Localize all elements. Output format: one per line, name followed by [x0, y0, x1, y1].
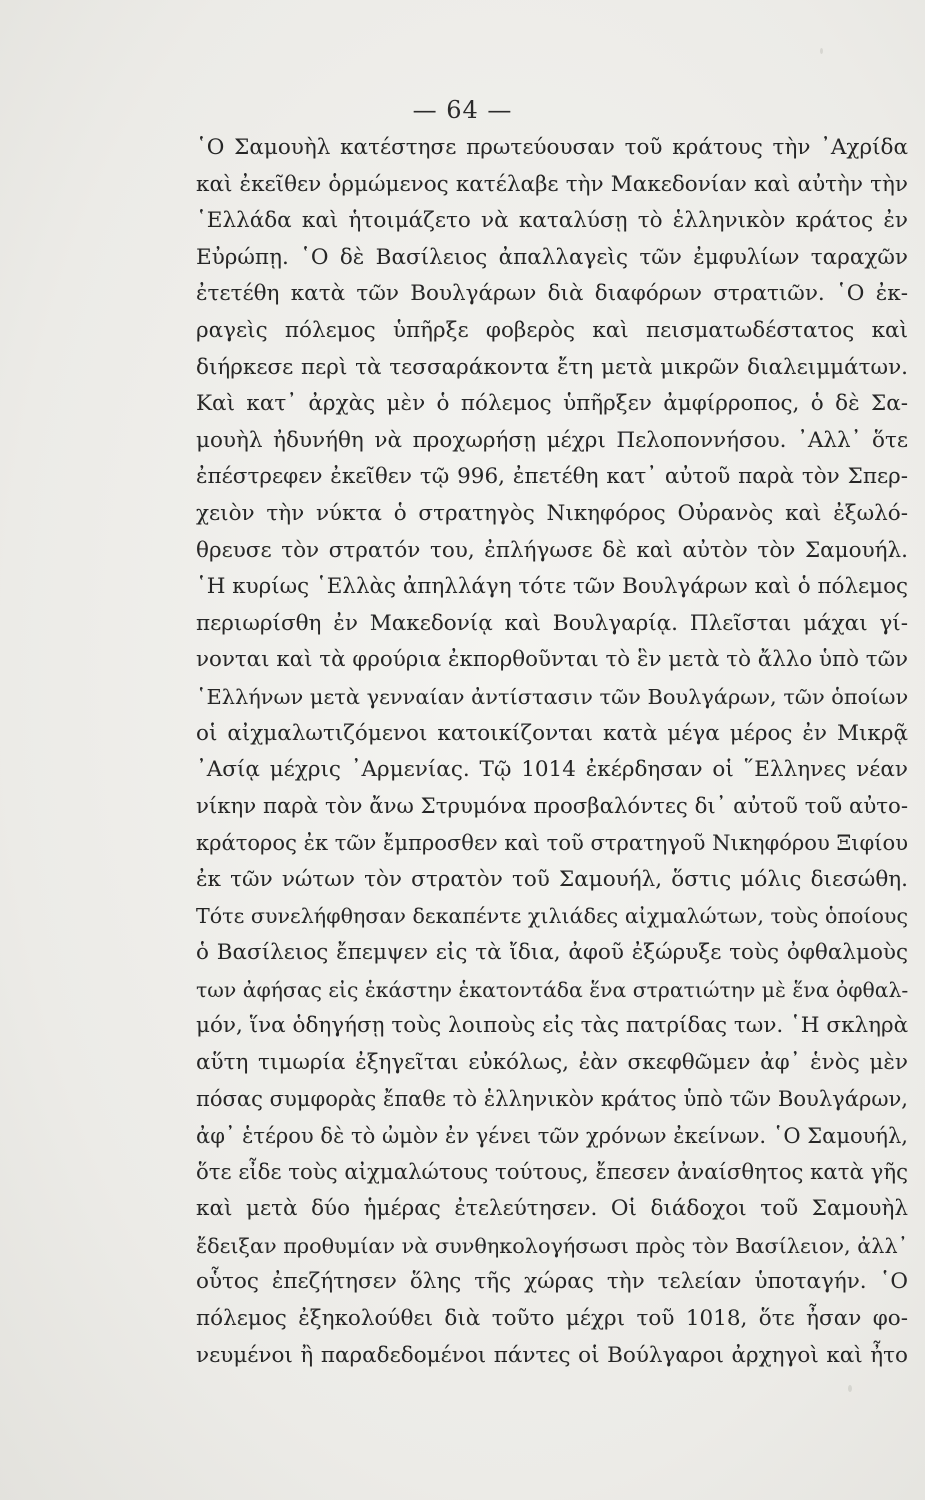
text-line: αὕτη τιμωρία ἐξηγεῖται εὐκόλως, ἐὰν σκεφθῶμεν ἀφ᾿ ἑνὸς μὲν — [196, 1049, 908, 1075]
text-line: χειὸν τὴν νύκτα ὁ στρατηγὸς Νικηφόρος Οὐρανὸς καὶ ἐξωλό- — [196, 500, 908, 526]
text-line: διήρκεσε περὶ τὰ τεσσαράκοντα ἔτη μετὰ μικρῶν διαλειμμάτων. — [196, 354, 908, 380]
text-line: των ἀφήσας εἰς ἑκάστην ἑκατοντάδα ἕνα στρατιώτην μὲ ἕνα ὀφθαλ- — [196, 977, 909, 1002]
text-line: πόσας συμφορὰς ἔπαθε τὸ ἑλληνικὸν κράτος ὑπὸ τῶν Βουλγάρων, — [196, 1086, 908, 1112]
text-line: νονται καὶ τὰ φρούρια ἐκπορθοῦνται τὸ ἓν μετὰ τὸ ἄλλο ὑπὸ τῶν — [196, 647, 908, 673]
text-line: καὶ ἐκεῖθεν ὁρμώμενος κατέλαβε τὴν Μακεδονίαν καὶ αὐτὴν τὴν — [196, 171, 908, 197]
page-speck — [820, 48, 823, 54]
text-line: ὅτε εἶδε τοὺς αἰχμαλώτους τούτους, ἔπεσεν ἀναίσθητος κατὰ γῆς — [196, 1159, 908, 1185]
text-line: ἀφ᾿ ἑτέρου δὲ τὸ ὠμὸν ἐν γένει τῶν χρόνων ἐκείνων. ῾Ο Σαμουήλ, — [196, 1123, 908, 1149]
text-line: περιωρίσθη ἐν Μακεδονίᾳ καὶ Βουλγαρίᾳ. Πλεῖσται μάχαι γί- — [196, 610, 908, 636]
text-line: ὁ Βασίλειος ἔπεμψεν εἰς τὰ ἴδια, ἀφοῦ ἐξώρυξε τοὺς ὀφθαλμοὺς — [196, 940, 908, 966]
page-number: — 64 — — [412, 96, 513, 124]
page-speck — [848, 1385, 852, 1392]
text-line: Καὶ κατ᾿ ἀρχὰς μὲν ὁ πόλεμος ὑπῆρξεν ἀμφίρροπος, ὁ δὲ Σα- — [196, 391, 908, 417]
text-line: ῾Ο Σαμουὴλ κατέστησε πρωτεύουσαν τοῦ κράτους τὴν ᾿Αχρίδα — [196, 135, 908, 160]
text-line: νίκην παρὰ τὸν ἄνω Στρυμόνα προσβαλόντες δι᾿ αὐτοῦ τοῦ αὐτο- — [196, 793, 908, 819]
text-line: Εὐρώπῃ. ῾Ο δὲ Βασίλειος ἀπαλλαγεὶς τῶν ἐμφυλίων ταραχῶν — [196, 244, 908, 270]
text-line: οὗτος ἐπεζήτησεν ὅλης τῆς χώρας τὴν τελείαν ὑποταγήν. ῾Ο — [196, 1269, 908, 1295]
text-line: Τότε συνελήφθησαν δεκαπέντε χιλιάδες αἰχμαλώτων, τοὺς ὁποίους — [196, 904, 908, 929]
text-line: ἐτετέθη κατὰ τῶν Βουλγάρων διὰ διαφόρων στρατιῶν. ῾Ο ἐκ- — [196, 281, 908, 307]
text-line: ἐπέστρεφεν ἐκεῖθεν τῷ 996, ἐπετέθη κατ᾿ αὐτοῦ παρὰ τὸν Σπερ- — [196, 464, 908, 490]
text-line: ἔδειξαν προθυμίαν νὰ συνθηκολογήσωσι πρὸς τὸν Βασίλειον, ἀλλ᾿ — [196, 1233, 908, 1258]
text-line: νευμένοι ἢ παραδεδομένοι πάντες οἱ Βούλγαροι ἀρχηγοὶ καὶ ἦτο — [196, 1342, 908, 1368]
text-line: ᾿Ασίᾳ μέχρις ᾿Αρμενίας. Τῷ 1014 ἐκέρδησαν οἱ ῞Ελληνες νέαν — [196, 757, 908, 783]
text-line: μόν, ἵνα ὁδηγήσῃ τοὺς λοιποὺς εἰς τὰς πατρίδας των. ῾Η σκληρὰ — [196, 1013, 909, 1039]
text-line: ῾Ελλήνων μετὰ γενναίαν ἀντίστασιν τῶν Βουλγάρων, τῶν ὁποίων — [196, 684, 909, 709]
text-line: ἐκ τῶν νώτων τὸν στρατὸν τοῦ Σαμουήλ, ὅστις μόλις διεσώθη. — [196, 866, 908, 892]
text-line: ῾Η κυρίως ῾Ελλὰς ἀπηλλάγη τότε τῶν Βουλγάρων καὶ ὁ πόλεμος — [196, 574, 908, 600]
text-line: ραγεὶς πόλεμος ὑπῆρξε φοβερὸς καὶ πεισματωδέστατος καὶ — [196, 317, 908, 343]
text-line: καὶ μετὰ δύο ἡμέρας ἐτελεύτησεν. Οἱ διάδοχοι τοῦ Σαμουὴλ — [196, 1196, 908, 1222]
text-line: πόλεμος ἐξηκολούθει διὰ τοῦτο μέχρι τοῦ 1018, ὅτε ἦσαν φο- — [196, 1306, 908, 1331]
text-line: μουὴλ ἠδυνήθη νὰ προχωρήσῃ μέχρι Πελοποννήσου. ᾿Αλλ᾿ ὅτε — [196, 427, 908, 453]
text-line: οἱ αἰχμαλωτιζόμενοι κατοικίζονται κατὰ μέγα μέρος ἐν Μικρᾷ — [196, 720, 908, 746]
body-text — [196, 130, 908, 1374]
text-line: κράτορος ἐκ τῶν ἔμπροσθεν καὶ τοῦ στρατηγοῦ Νικηφόρου Ξιφίου — [196, 830, 908, 856]
text-line: θρευσε τὸν στρατόν του, ἐπλήγωσε δὲ καὶ αὐτὸν τὸν Σαμουήλ. — [196, 537, 908, 563]
text-line: ῾Ελλάδα καὶ ἡτοιμάζετο νὰ καταλύσῃ τὸ ἑλληνικὸν κράτος ἐν — [196, 208, 908, 234]
